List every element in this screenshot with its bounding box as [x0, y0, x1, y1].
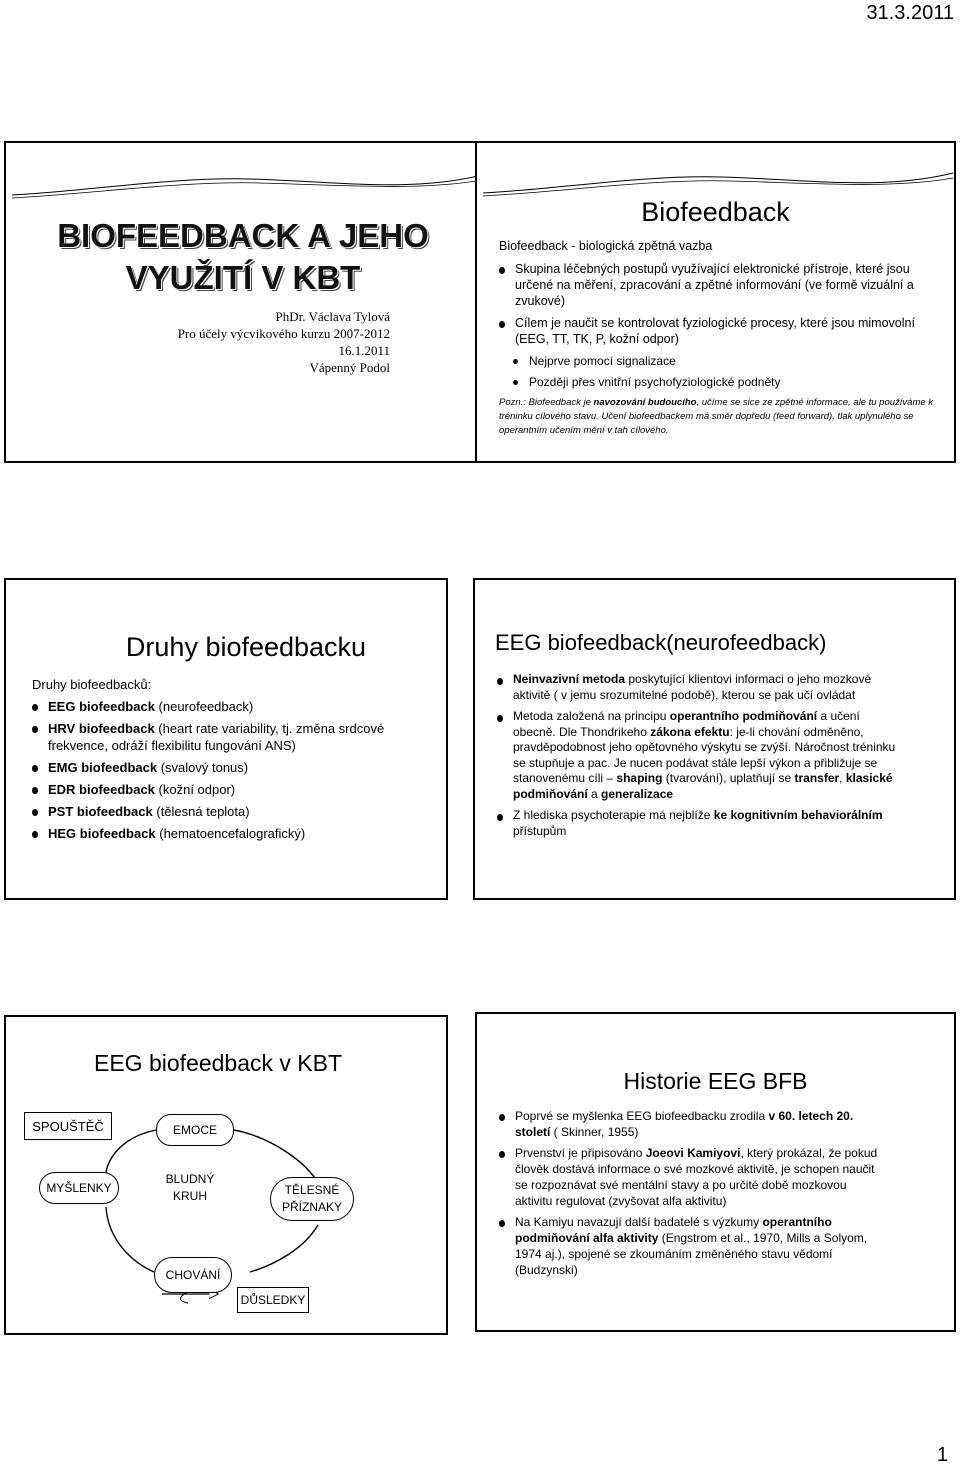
thoughts-box: MYŠLENKY: [39, 1172, 119, 1204]
type-item-eeg: EEG biofeedback (neurofeedback): [32, 698, 442, 715]
slide-eeg-neurofeedback: [473, 578, 956, 900]
bullet-item: Neinvazivní metoda poskytující klientovi informaci o jeho mozkové aktivitě ( v jemu srozumitelné podobě), kterou se pak učí ovládat: [497, 672, 897, 703]
lecture-date: 16.1.2011: [338, 343, 390, 358]
slide-main-title: [6, 215, 480, 299]
title-line-2: VYUŽITÍ V KBT: [125, 259, 361, 296]
slide-heading: EEG biofeedback v KBT: [94, 1050, 343, 1076]
course-name: Pro účely výcvikového kurzu 2007-2012: [177, 326, 390, 341]
symptoms-box: TĚLESNÉ PŘÍZNAKY: [270, 1177, 354, 1221]
consequences-box: DŮSLEDKY: [237, 1287, 309, 1313]
slide-types: [4, 578, 448, 900]
slide-heading: Druhy biofeedbacku: [125, 632, 367, 662]
intro-line: Biofeedback - biologická zpětná vazba: [499, 239, 713, 253]
note-text: Pozn.: Biofeedback je navozování budoucího, učíme se sice ze zpětné informace, ale tu používáme k tréninku cílového stavu. Učení biofeedbackem má směr dopředu (feed forward), tlak uplynulého se operantním učením mění v tah cílového.: [499, 397, 934, 436]
trigger-box: SPOUŠTĚČ: [24, 1112, 112, 1140]
page-date: 31.3.2011: [866, 2, 954, 24]
subtitle: Druhy biofeedbacků:: [32, 677, 152, 692]
behavior-box: CHOVÁNÍ: [154, 1257, 232, 1293]
title-line-1: BIOFEEDBACK A JEHO: [57, 217, 429, 254]
slide-history: [475, 1012, 956, 1332]
sub-bullet-item: Později přes vnitřní psychofyziologické podněty: [513, 374, 939, 390]
type-item-heg: HEG biofeedback (hematoencefalografický): [32, 825, 442, 842]
page-number: 1: [936, 1444, 948, 1466]
emotion-box: EMOCE: [156, 1114, 234, 1146]
type-item-emg: EMG biofeedback (svalový tonus): [32, 759, 442, 776]
flow-arrow: [250, 1225, 318, 1272]
slide-biofeedback: [475, 141, 956, 463]
lecture-place: Vápenný Podol: [309, 360, 390, 375]
flow-arrow: [234, 1130, 318, 1183]
decorative-swoosh: [481, 169, 955, 199]
slide-heading: Historie EEG BFB: [623, 1068, 808, 1094]
type-item-pst: PST biofeedback (tělesná teplota): [32, 803, 442, 820]
slide-heading: EEG biofeedback(neurofeedback): [495, 630, 827, 655]
slide-eeg-in-kbt: [4, 1015, 448, 1335]
type-item-edr: EDR biofeedback (kožní odpor): [32, 781, 442, 798]
slide-author-block: [178, 308, 390, 376]
type-item-hrv: HRV biofeedback (heart rate variability, tj. změna srdcové frekvence, odráží flexibilitu fungování ANS): [32, 720, 442, 754]
decorative-swoosh: [10, 171, 482, 201]
bullet-item: Na Kamiyu navazují další badatelé s výzkumy operantního podmiňování alfa aktivity (Engstrom et al., 1970, Mills a Solyom, 1974 aj.), spojené se zkoumáním změněného stavu vědomí (Budzynski): [499, 1214, 879, 1278]
slide-heading: Biofeedback: [641, 197, 790, 227]
bullet-item: Metoda založená na principu operantního podmiňování a učení obecně. Dle Thondrikeho zákona efektu: je-li chování odměněno, pravděpodobnost jeho opětovného výskytu se zvýší. Náročnost tréninku se stupňuje a pac. Je nucen podávat stále lepší výkon a přibližuje se stanovenému cíli – shaping (tvarování), uplatňují se transfer, klasické podmiňování a generalizace: [497, 709, 897, 802]
bullet-item: Cílem je naučit se kontrolovat fyziologické procesy, které jsou mimovolní (EEG, TT, TK, P, kožní odpor): [499, 315, 939, 347]
bullet-item: Skupina léčebných postupů využívající elektronické přístroje, které jsou určené na měření, zpracování a zpětné informování (ve formě vizuální a zvukové): [499, 261, 939, 309]
flow-arrow: [106, 1207, 154, 1272]
bullet-item: Poprvé se myšlenka EEG biofeedbacku zrodila v 60. letech 20. století ( Skinner, 1955): [499, 1108, 879, 1140]
vicious-circle-label: BLUDNÝ KRUH: [165, 1172, 215, 1203]
bullet-item: Prvenství je připisováno Joeovi Kamiyovi, který prokázal, že pokud člověk dostává informace o své mozkové aktivitě, je schopen naučit se rozpoznávat své mentální stavy a po určité době mozkovou aktivitu regulovat (zvyšovat alfa aktivitu): [499, 1145, 879, 1209]
bullet-item: Z hlediska psychoterapie má nejblíže ke kognitivním behaviorálním přístupům: [497, 808, 897, 839]
sub-bullet-item: Nejprve pomocí signalizace: [513, 353, 939, 369]
author-name: PhDr. Václava Tylová: [275, 309, 390, 324]
slide-title-page: [4, 141, 482, 463]
